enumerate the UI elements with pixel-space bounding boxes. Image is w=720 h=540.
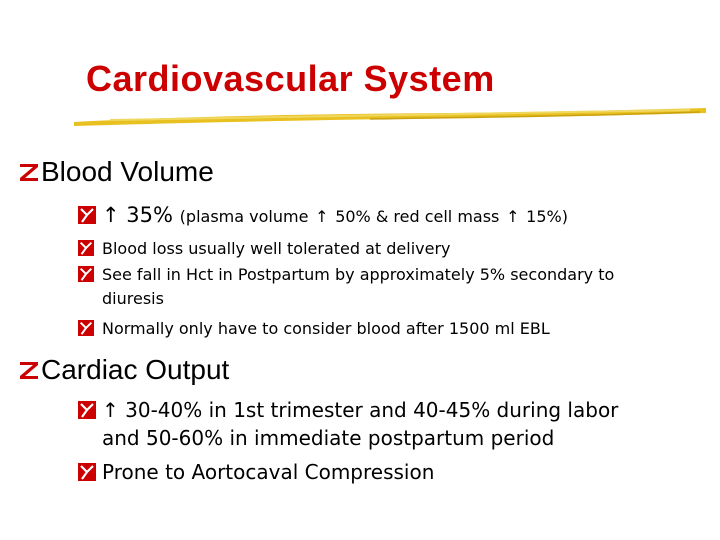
section-heading: Cardiac Output	[41, 354, 230, 385]
bullet-volume-increase	[78, 203, 698, 227]
z-bullet-icon	[18, 359, 40, 381]
increase-arrow-icon: ↑	[102, 203, 120, 227]
bullet-text-continued: diuresis	[102, 289, 164, 308]
bullet-output-increase	[78, 396, 698, 452]
y-bullet-icon	[78, 240, 94, 256]
bullet-text: Normally only have to consider blood after 1500 ml EBL	[102, 319, 550, 338]
section-heading: Blood Volume	[41, 156, 214, 187]
section-cardiac-output	[18, 354, 229, 386]
bullet-text: See fall in Hct in Postpartum by approximately 5% secondary to	[102, 265, 615, 284]
bullet-transfusion	[78, 316, 698, 342]
z-bullet-icon	[18, 161, 40, 183]
increase-arrow-icon: ↑	[506, 207, 520, 226]
plasma-volume-label: (plasma volume	[179, 207, 309, 226]
red-cell-label: 50% & red cell mass	[335, 207, 500, 226]
y-bullet-icon	[78, 401, 96, 419]
y-bullet-icon	[78, 266, 94, 282]
increase-arrow-icon: ↑	[102, 398, 119, 422]
increase-arrow-icon: ↑	[315, 207, 329, 226]
y-bullet-icon	[78, 206, 96, 224]
bullet-hct-fall	[78, 262, 698, 312]
volume-percent: 35%	[126, 203, 173, 227]
slide-title: Cardiovascular System	[86, 58, 495, 99]
y-bullet-icon	[78, 463, 96, 481]
bullet-aortocaval	[78, 458, 698, 486]
bullet-text: Blood loss usually well tolerated at delivery	[102, 239, 451, 258]
section-blood-volume	[18, 156, 214, 188]
bullet-text-continued: and 50-60% in immediate postpartum period	[102, 426, 555, 450]
bullet-text: 30-40% in 1st trimester and 40-45% during labor	[125, 398, 619, 422]
bullet-blood-loss	[78, 236, 698, 262]
y-bullet-icon	[78, 320, 94, 336]
title-underline-brushstroke	[70, 104, 710, 130]
red-cell-percent: 15%)	[526, 207, 568, 226]
bullet-text: Prone to Aortocaval Compression	[102, 460, 435, 484]
